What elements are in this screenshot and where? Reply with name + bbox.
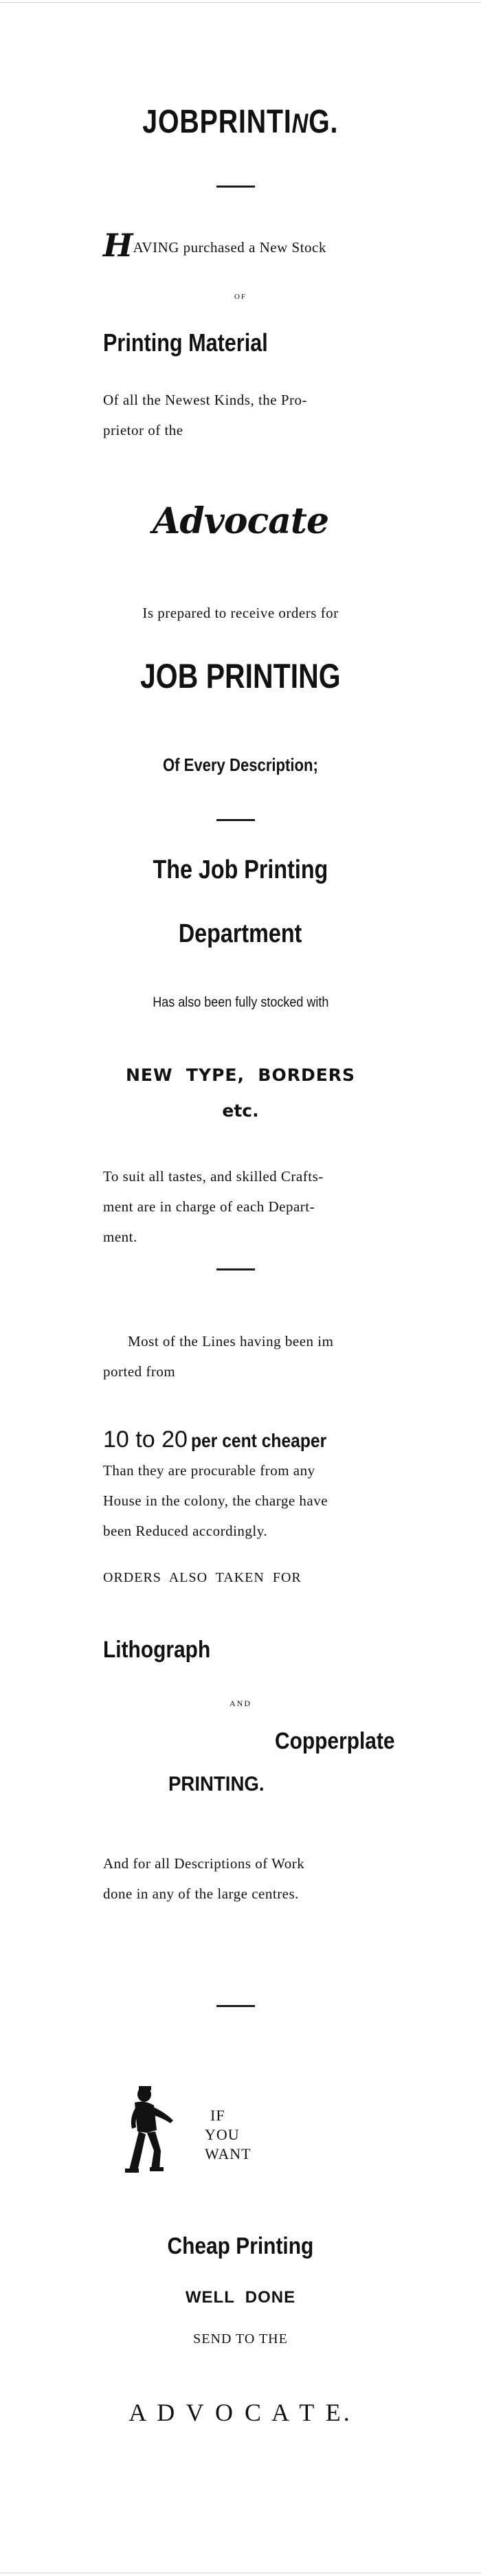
new-type-line [0, 1065, 481, 1085]
cheaper-number: 10 to 20 [103, 1426, 188, 1453]
imported-line-2: ported from [103, 1363, 176, 1380]
title-part-a: JOBPRINTI [142, 104, 292, 140]
of-small-text: OF [234, 293, 247, 301]
and-small-text: AND [230, 1699, 251, 1708]
job-printing-heading [0, 656, 481, 696]
if-word: IF [210, 2107, 225, 2124]
copperplate-line [275, 1728, 467, 1755]
every-description-line [0, 754, 481, 776]
advocate-blackletter [0, 500, 481, 542]
descr-line-2: done in any of the large centres. [103, 1885, 299, 1902]
well-done-text: WELL DONE [185, 2288, 296, 2307]
printing-material-heading [103, 328, 481, 357]
send-to-text: SEND TO THE [193, 2331, 288, 2347]
prepared-line [0, 598, 481, 628]
orders-text: ORDERS ALSO TAKEN FOR [103, 1570, 302, 1585]
etc-text: etc. [222, 1101, 259, 1121]
suit-line-2: ment are in charge of each Depart- [103, 1198, 315, 1215]
job-dept-line-1 [0, 855, 481, 885]
copperplate-text: Copperplate [275, 1728, 395, 1754]
printing-caps-line [168, 1773, 443, 1796]
drop-cap: H [103, 227, 133, 264]
cheaper-line [103, 1426, 460, 1453]
having-purchased-text: AVING purchased a New Stock [133, 239, 326, 256]
descriptions-paragraph [103, 1848, 447, 1909]
running-man-icon [109, 2082, 177, 2178]
title-jobprinting [0, 103, 481, 141]
job-dept-text-1: The Job Printing [153, 855, 328, 884]
lithograph-line [103, 1637, 481, 1664]
lithograph-text: Lithograph [103, 1637, 211, 1663]
divider-rule-4 [216, 2005, 255, 2007]
job-printing-text: JOB PRINTING [140, 657, 341, 695]
etc-line [0, 1101, 481, 1121]
advocate-caps-line [0, 2398, 481, 2427]
cheap-printing-line [0, 2233, 481, 2260]
of-small [0, 289, 481, 302]
new-type-text: NEW TYPE, BORDERS [125, 1065, 356, 1085]
printing-caps-text: PRINTING. [168, 1773, 265, 1795]
than-paragraph [103, 1455, 447, 1546]
top-edge-line [0, 2, 481, 3]
send-to-line [0, 2331, 481, 2347]
newest-kinds-paragraph [103, 385, 447, 445]
advocate-caps-text: A D V O C A T E. [128, 2399, 353, 2426]
if-you-want-block [205, 2106, 342, 2164]
every-description-text: Of Every Description; [163, 754, 318, 775]
printing-material-text: Printing Material [103, 328, 268, 357]
line-having-purchased [103, 227, 447, 264]
newest-line-2: prietor of the [103, 422, 183, 438]
newest-line-1: Of all the Newest Kinds, the Pro- [103, 392, 308, 408]
well-done-line [0, 2288, 481, 2307]
you-word: YOU [205, 2126, 240, 2143]
than-line-3: been Reduced accordingly. [103, 1523, 268, 1539]
want-word: WANT [205, 2145, 251, 2162]
cheaper-text: per cent cheaper [190, 1430, 327, 1451]
prepared-text: Is prepared to receive orders for [142, 605, 339, 621]
stocked-text: Has also been fully stocked with [152, 995, 329, 1010]
divider-rule-3 [216, 1268, 255, 1270]
suit-line-3: ment. [103, 1229, 137, 1245]
than-line-2: House in the colony, the charge have [103, 1492, 328, 1509]
imported-line-1: Most of the Lines having been im [128, 1333, 334, 1349]
advocate-blackletter-text: Advocate [152, 500, 329, 542]
job-dept-line-2 [0, 919, 481, 949]
than-line-1: Than they are procurable from any [103, 1462, 315, 1479]
suit-line-1: To suit all tastes, and skilled Crafts- [103, 1168, 324, 1185]
imported-paragraph [103, 1326, 447, 1387]
title-part-c: G. [309, 104, 339, 140]
suit-tastes-paragraph [103, 1161, 447, 1252]
divider-rule-2 [216, 819, 255, 821]
title-part-b: N [291, 109, 309, 139]
and-small-line [0, 1696, 481, 1709]
cheap-printing-text: Cheap Printing [167, 2233, 314, 2259]
divider-rule [216, 186, 255, 188]
orders-line [103, 1570, 460, 1586]
stocked-line [0, 995, 481, 1011]
descr-line-1: And for all Descriptions of Work [103, 1855, 305, 1872]
job-dept-text-2: Department [179, 919, 302, 948]
